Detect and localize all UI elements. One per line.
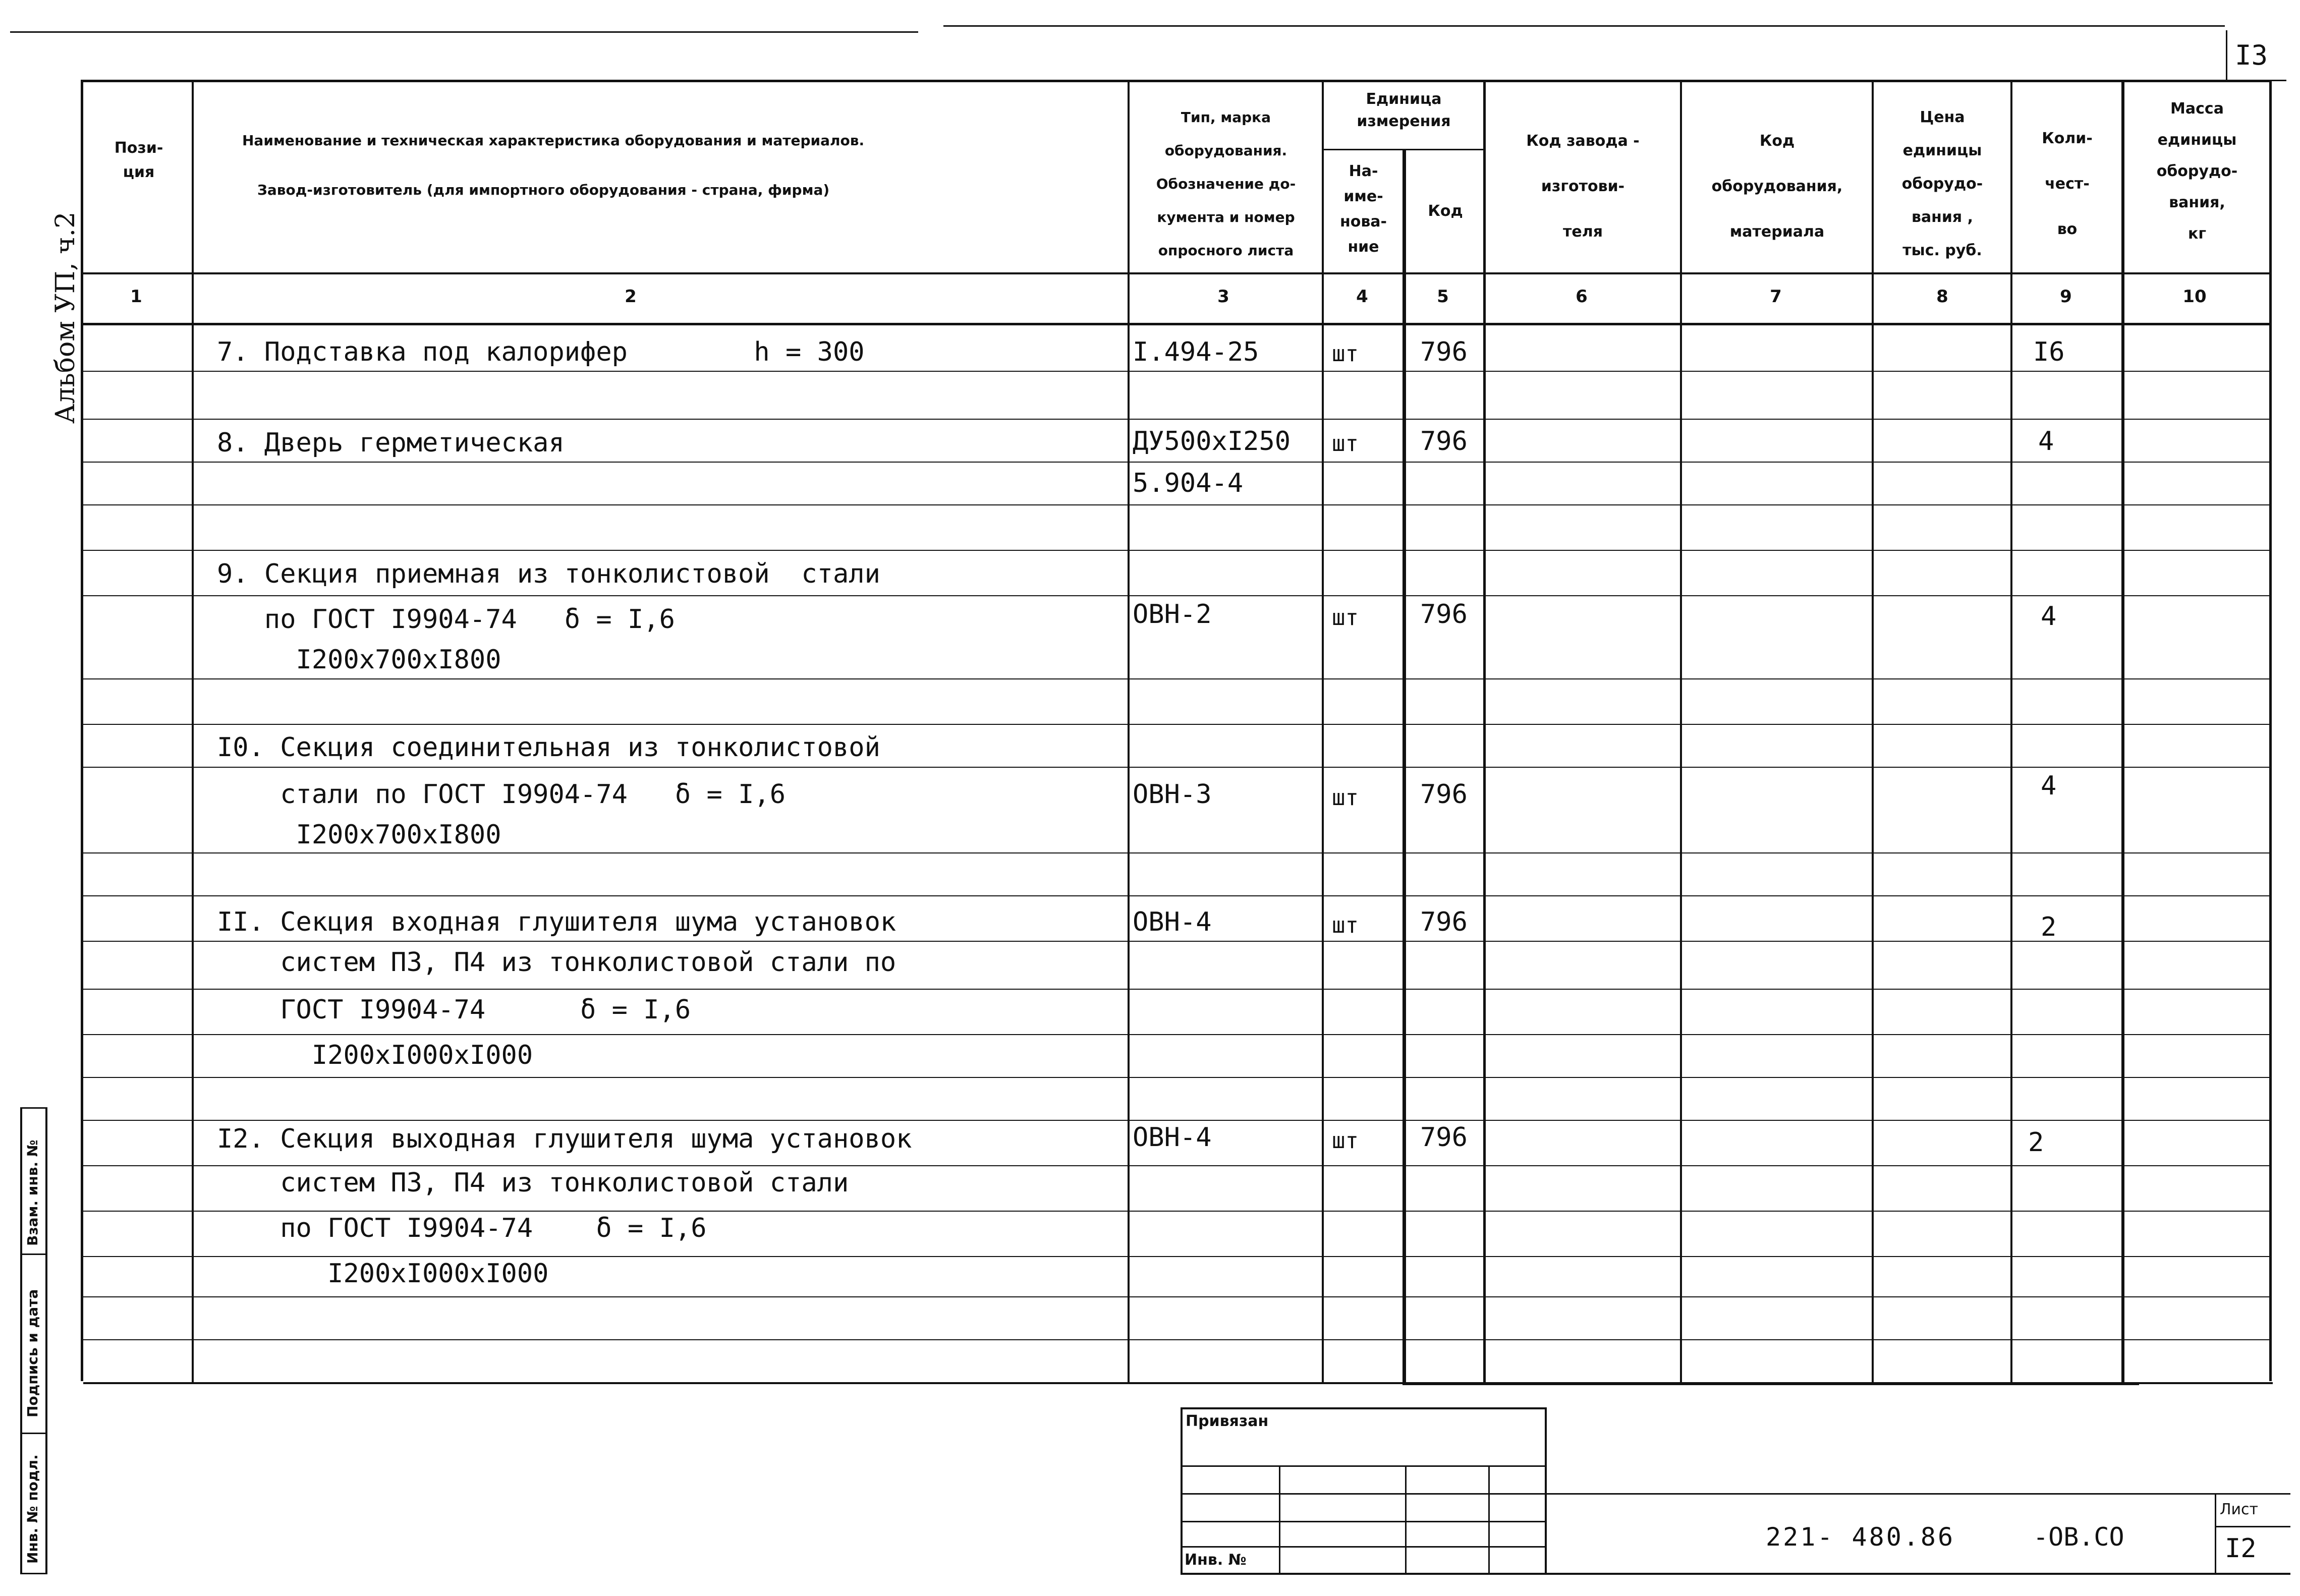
item-qty: 2	[2041, 912, 2057, 942]
item-name: I200хI000хI000	[217, 1259, 549, 1289]
corner-box-left	[2226, 30, 2227, 81]
top-border-line-right	[943, 25, 2225, 27]
header-col2-line2: Завод-изготовитель (для импортного оборудования - страна, фирма)	[257, 182, 830, 198]
item-type: ОВН-2	[1133, 599, 1212, 630]
privyazan-label: Привязан	[1186, 1412, 1269, 1430]
item-type: 5.904-4	[1133, 468, 1244, 498]
item-name: стали по ГОСТ I9904-74 δ = I,6	[217, 779, 786, 810]
col-line-2	[1128, 81, 1130, 1382]
item-unit: шт	[1332, 605, 1359, 631]
header-col7: Код оборудования, материала	[1711, 132, 1843, 241]
item-code: 796	[1420, 599, 1468, 630]
col-number: 7	[1770, 287, 1782, 307]
item-code: 796	[1420, 779, 1468, 810]
item-type: ОВН-4	[1133, 1122, 1212, 1153]
item-name: I0. Секция соединительная из тонколистовой	[217, 732, 880, 763]
header-col4: На- име- нова- ние	[1339, 162, 1387, 256]
item-type: I.494-25	[1133, 337, 1259, 367]
item-qty: 4	[2038, 426, 2054, 457]
table-top-line	[81, 80, 2270, 82]
item-name: 8. Дверь герметическая	[217, 428, 565, 458]
header-col10: Масса единицы оборудо- вания, кг	[2156, 100, 2238, 243]
col-number: 4	[1356, 287, 1368, 307]
item-name: ГОСТ I9904-74 δ = I,6	[217, 995, 691, 1025]
inv-no-label: Инв. №	[1185, 1551, 1247, 1569]
col-line-6	[1680, 81, 1682, 1385]
document-code: 221- 480.86	[1766, 1522, 1955, 1552]
item-code: 796	[1420, 426, 1468, 457]
list-number: I2	[2225, 1533, 2257, 1564]
item-qty: 2	[2028, 1127, 2044, 1158]
item-name: по ГОСТ I9904-74 δ = I,6	[217, 604, 675, 635]
header-col1: Пози- ция	[114, 139, 163, 181]
table-left-line	[81, 80, 83, 1381]
list-label: Лист	[2220, 1501, 2259, 1518]
album-label: Альбом УП, ч.2	[50, 211, 81, 424]
document-suffix: -ОВ.СО	[2033, 1522, 2124, 1552]
header-col2-line1: Наименование и техническая характеристика оборудования и материалов.	[242, 132, 865, 149]
item-qty: I6	[2033, 337, 2065, 367]
col-line-1	[192, 81, 194, 1382]
body-bottom-line	[1403, 1382, 2139, 1385]
item-unit: шт	[1332, 785, 1359, 811]
item-qty: 4	[2041, 601, 2057, 632]
header-col9: Коли- чест- во	[2042, 130, 2093, 238]
item-name: I2. Секция выходная глушителя шума установок	[217, 1124, 912, 1154]
item-unit: шт	[1332, 431, 1359, 457]
header-col6: Код завода - изготови- теля	[1526, 132, 1640, 241]
col-line-3	[1322, 81, 1324, 1382]
podpis-data-label: Подпись и дата	[24, 1289, 41, 1417]
item-name: I200хI000хI000	[217, 1040, 533, 1070]
col-line-5	[1483, 81, 1486, 1385]
col-line-9	[2121, 81, 2124, 1385]
col-number: 3	[1217, 287, 1229, 307]
header-col8: Цена единицы оборудо- вания , тыс. руб.	[1901, 108, 1983, 259]
item-name: 7. Подставка под калорифер h = 300	[217, 337, 865, 367]
item-unit: шт	[1332, 913, 1359, 938]
col-number: 1	[130, 287, 142, 307]
col-number: 6	[1576, 287, 1588, 307]
item-name: I200х700хI800	[217, 645, 501, 675]
item-qty: 4	[2041, 771, 2057, 801]
top-border-line	[10, 31, 918, 33]
header-unit-group: Единица измерения	[1357, 90, 1451, 130]
header-bottom-line	[81, 272, 2270, 274]
item-name: II. Секция входная глушителя шума установок	[217, 907, 896, 937]
item-name: I200х700хI800	[217, 820, 501, 850]
numbers-bottom-line	[81, 323, 2270, 325]
col-number: 9	[2060, 287, 2072, 307]
sheet-corner-number: I3	[2235, 39, 2268, 71]
col-line-8	[2010, 81, 2012, 1385]
item-type: ОВН-3	[1133, 779, 1212, 810]
item-code: 796	[1420, 337, 1468, 367]
header-col3: Тип, марка оборудования. Обозначение до- кумента и номер опросного листа	[1156, 109, 1296, 259]
vzam-inv-label: Взам. инв. №	[24, 1139, 41, 1246]
item-name: 9. Секция приемная из тонколистовой стали	[217, 559, 880, 589]
col-number: 8	[1936, 287, 1948, 307]
col-number: 10	[2182, 287, 2207, 307]
item-name: систем ПЗ, П4 из тонколистовой стали по	[217, 947, 896, 978]
header-col5: Код	[1428, 202, 1463, 220]
item-name: систем ПЗ, П4 из тонколистовой стали	[217, 1168, 849, 1198]
item-name: по ГОСТ I9904-74 δ = I,6	[217, 1213, 707, 1243]
item-code: 796	[1420, 1122, 1468, 1153]
item-unit: шт	[1332, 1128, 1359, 1154]
table-right-line	[2269, 80, 2272, 1381]
item-unit: шт	[1332, 341, 1359, 367]
col-number: 5	[1437, 287, 1449, 307]
item-type: ОВН-4	[1133, 907, 1212, 937]
col-number: 2	[625, 287, 637, 307]
item-type: ДУ500хI250	[1133, 426, 1291, 457]
item-code: 796	[1420, 907, 1468, 937]
inv-podl-label: Инв. № подл.	[24, 1454, 41, 1564]
col-line-7	[1872, 81, 1874, 1385]
